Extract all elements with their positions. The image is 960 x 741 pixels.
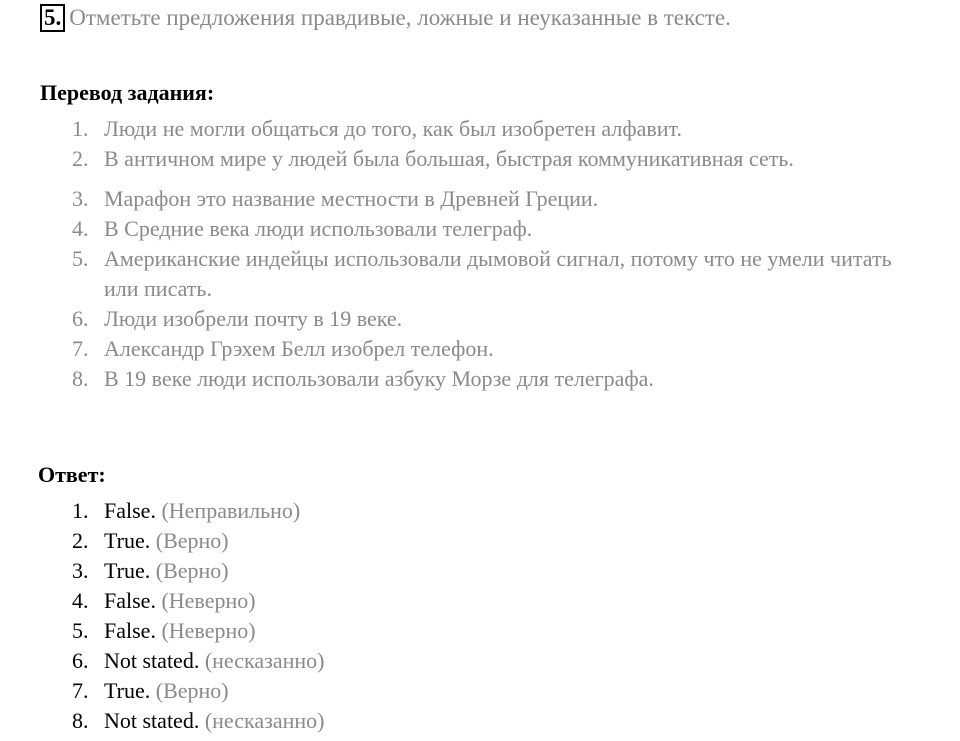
answer-russian: (Верно) <box>150 558 229 583</box>
answer-russian: (несказанно) <box>199 708 325 733</box>
answer-list <box>72 496 772 736</box>
answer-russian: (Неверно) <box>155 618 256 643</box>
answer-item <box>72 526 772 556</box>
translation-list <box>72 114 892 394</box>
item-number: 7. <box>72 678 89 703</box>
task-number: 5. <box>40 4 65 32</box>
answer-english: True. <box>104 678 151 703</box>
answer-heading: Ответ: <box>38 462 106 487</box>
translation-heading: Перевод задания: <box>40 80 215 105</box>
item-number: 2. <box>72 146 89 171</box>
answer-item <box>72 616 772 646</box>
item-number: 6. <box>72 306 89 331</box>
translation-item <box>72 184 892 214</box>
answer-item <box>72 586 772 616</box>
item-number: 3. <box>72 558 89 583</box>
item-text: Люди изобрели почту в 19 веке. <box>104 306 403 331</box>
answer-item <box>72 496 772 526</box>
item-text: Люди не могли общаться до того, как был изобретен алфавит. <box>104 116 682 141</box>
translation-item <box>72 334 892 364</box>
answer-english: Not stated. <box>104 708 200 733</box>
item-number: 1. <box>72 498 89 523</box>
answer-english: True. <box>104 558 151 583</box>
translation-item <box>72 214 892 244</box>
answer-english: True. <box>104 528 151 553</box>
item-text: В античном мире у людей была большая, быстрая коммуникативная сеть. <box>104 146 794 171</box>
item-number: 6. <box>72 648 89 673</box>
item-number: 4. <box>72 588 89 613</box>
item-number: 8. <box>72 366 89 391</box>
item-text: В Средние века люди использовали телеграф. <box>104 216 533 241</box>
translation-item <box>72 144 892 174</box>
answer-english: False. <box>104 498 156 523</box>
translation-item <box>72 364 892 394</box>
answer-item <box>72 676 772 706</box>
translation-item <box>72 304 892 334</box>
item-text: Марафон это название местности в Древней Греции. <box>104 186 599 211</box>
item-text: Американские индейцы использовали дымовой сигнал, потому что не умели читать или писать. <box>104 246 892 301</box>
item-number: 5. <box>72 246 89 271</box>
answer-russian: (Верно) <box>150 528 229 553</box>
answer-item <box>72 706 772 736</box>
item-number: 2. <box>72 528 89 553</box>
task-instruction <box>40 4 731 32</box>
item-text: Александр Грэхем Белл изобрел телефон. <box>104 336 494 361</box>
answer-english: False. <box>104 618 156 643</box>
answer-english: Not stated. <box>104 648 200 673</box>
answer-item <box>72 646 772 676</box>
item-number: 1. <box>72 116 89 141</box>
answer-english: False. <box>104 588 156 613</box>
answer-russian: (Неправильно) <box>155 498 301 523</box>
item-number: 5. <box>72 618 89 643</box>
item-number: 4. <box>72 216 89 241</box>
item-number: 8. <box>72 708 89 733</box>
item-number: 3. <box>72 186 89 211</box>
answer-item <box>72 556 772 586</box>
item-text: В 19 веке люди использовали азбуку Морзе для телеграфа. <box>104 366 654 391</box>
item-number: 7. <box>72 336 89 361</box>
answer-russian: (Верно) <box>150 678 229 703</box>
translation-item <box>72 244 892 304</box>
answer-russian: (Неверно) <box>155 588 256 613</box>
task-text: Отметьте предложения правдивые, ложные и неуказанные в тексте. <box>69 5 731 30</box>
translation-item <box>72 114 892 144</box>
answer-russian: (несказанно) <box>199 648 325 673</box>
